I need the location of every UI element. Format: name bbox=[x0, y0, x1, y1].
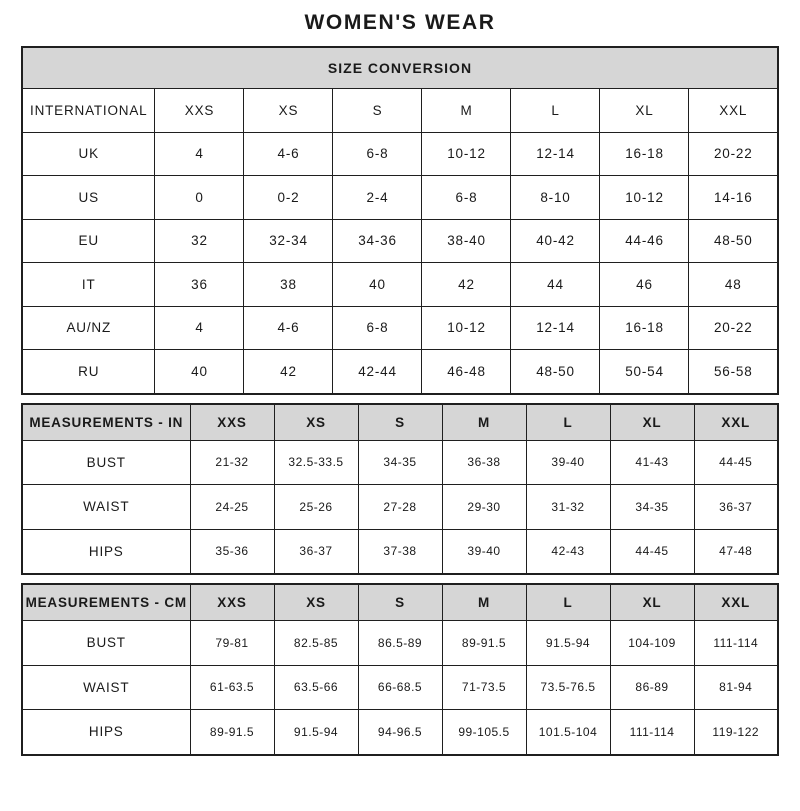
size-column-header: S bbox=[333, 89, 422, 133]
size-value-cell: 42 bbox=[244, 350, 333, 394]
row-label: HIPS bbox=[22, 710, 190, 755]
measurement-value-cell: 34-35 bbox=[358, 440, 442, 485]
size-value-cell: 20-22 bbox=[689, 132, 778, 176]
size-column-header: XS bbox=[244, 89, 333, 133]
measurement-value-cell: 86.5-89 bbox=[358, 621, 442, 666]
measurements-in-table bbox=[21, 403, 779, 576]
table-row bbox=[22, 219, 778, 263]
size-value-cell: 42-44 bbox=[333, 350, 422, 394]
size-value-cell: 12-14 bbox=[511, 132, 600, 176]
size-column-header: L bbox=[526, 584, 610, 621]
row-label: WAIST bbox=[22, 485, 190, 530]
row-label: EU bbox=[22, 219, 155, 263]
row-label: AU/NZ bbox=[22, 306, 155, 350]
row-label: IT bbox=[22, 263, 155, 307]
measurement-value-cell: 89-91.5 bbox=[190, 710, 274, 755]
size-value-cell: 2-4 bbox=[333, 176, 422, 220]
measurement-value-cell: 81-94 bbox=[694, 665, 778, 710]
size-column-header: S bbox=[358, 404, 442, 441]
size-value-cell: 48-50 bbox=[511, 350, 600, 394]
size-value-cell: 4-6 bbox=[244, 132, 333, 176]
standard-column-header: INTERNATIONAL bbox=[22, 89, 155, 133]
size-value-cell: 38-40 bbox=[422, 219, 511, 263]
size-column-header: XXS bbox=[190, 584, 274, 621]
table-row bbox=[22, 710, 778, 755]
measurement-value-cell: 29-30 bbox=[442, 485, 526, 530]
measurement-value-cell: 39-40 bbox=[526, 440, 610, 485]
size-value-cell: 50-54 bbox=[600, 350, 689, 394]
measurement-value-cell: 47-48 bbox=[694, 529, 778, 574]
size-value-cell: 14-16 bbox=[689, 176, 778, 220]
table-row bbox=[22, 440, 778, 485]
measurement-value-cell: 94-96.5 bbox=[358, 710, 442, 755]
size-value-cell: 40-42 bbox=[511, 219, 600, 263]
size-value-cell: 10-12 bbox=[422, 306, 511, 350]
measurement-value-cell: 42-43 bbox=[526, 529, 610, 574]
table-row bbox=[22, 350, 778, 394]
size-column-header: M bbox=[442, 404, 526, 441]
measurement-value-cell: 101.5-104 bbox=[526, 710, 610, 755]
size-value-cell: 20-22 bbox=[689, 306, 778, 350]
size-value-cell: 48-50 bbox=[689, 219, 778, 263]
size-value-cell: 40 bbox=[333, 263, 422, 307]
measurement-value-cell: 66-68.5 bbox=[358, 665, 442, 710]
measurement-value-cell: 119-122 bbox=[694, 710, 778, 755]
size-column-header: XXS bbox=[190, 404, 274, 441]
size-value-cell: 6-8 bbox=[333, 306, 422, 350]
measurement-value-cell: 73.5-76.5 bbox=[526, 665, 610, 710]
table-title: MEASUREMENTS - IN bbox=[22, 404, 190, 441]
measurement-value-cell: 31-32 bbox=[526, 485, 610, 530]
measurement-value-cell: 36-37 bbox=[274, 529, 358, 574]
measurement-value-cell: 82.5-85 bbox=[274, 621, 358, 666]
table-row bbox=[22, 665, 778, 710]
size-value-cell: 4 bbox=[155, 132, 244, 176]
size-column-header: L bbox=[511, 89, 600, 133]
measurement-value-cell: 71-73.5 bbox=[442, 665, 526, 710]
measurement-value-cell: 89-91.5 bbox=[442, 621, 526, 666]
size-value-cell: 8-10 bbox=[511, 176, 600, 220]
table-header-row bbox=[22, 89, 778, 133]
size-value-cell: 4 bbox=[155, 306, 244, 350]
measurement-value-cell: 39-40 bbox=[442, 529, 526, 574]
size-value-cell: 44-46 bbox=[600, 219, 689, 263]
size-value-cell: 12-14 bbox=[511, 306, 600, 350]
table-title-row bbox=[22, 47, 778, 89]
measurement-value-cell: 37-38 bbox=[358, 529, 442, 574]
size-value-cell: 0-2 bbox=[244, 176, 333, 220]
size-value-cell: 42 bbox=[422, 263, 511, 307]
size-value-cell: 36 bbox=[155, 263, 244, 307]
measurement-value-cell: 21-32 bbox=[190, 440, 274, 485]
measurements-cm-table bbox=[21, 583, 779, 756]
size-value-cell: 38 bbox=[244, 263, 333, 307]
size-value-cell: 16-18 bbox=[600, 132, 689, 176]
size-chart-page bbox=[0, 11, 800, 811]
row-label: WAIST bbox=[22, 665, 190, 710]
size-value-cell: 6-8 bbox=[422, 176, 511, 220]
size-value-cell: 44 bbox=[511, 263, 600, 307]
size-column-header: XS bbox=[274, 584, 358, 621]
table-row bbox=[22, 485, 778, 530]
table-row bbox=[22, 176, 778, 220]
measurement-value-cell: 111-114 bbox=[610, 710, 694, 755]
measurement-value-cell: 104-109 bbox=[610, 621, 694, 666]
table-row bbox=[22, 132, 778, 176]
row-label: BUST bbox=[22, 440, 190, 485]
size-column-header: XS bbox=[274, 404, 358, 441]
size-value-cell: 48 bbox=[689, 263, 778, 307]
size-value-cell: 10-12 bbox=[422, 132, 511, 176]
measurement-value-cell: 79-81 bbox=[190, 621, 274, 666]
size-column-header: XXL bbox=[694, 584, 778, 621]
measurement-value-cell: 36-37 bbox=[694, 485, 778, 530]
size-value-cell: 32-34 bbox=[244, 219, 333, 263]
measurement-value-cell: 61-63.5 bbox=[190, 665, 274, 710]
table-row bbox=[22, 621, 778, 666]
table-row bbox=[22, 529, 778, 574]
measurement-value-cell: 41-43 bbox=[610, 440, 694, 485]
size-value-cell: 40 bbox=[155, 350, 244, 394]
measurement-value-cell: 99-105.5 bbox=[442, 710, 526, 755]
size-value-cell: 46-48 bbox=[422, 350, 511, 394]
measurement-value-cell: 24-25 bbox=[190, 485, 274, 530]
size-column-header: XL bbox=[610, 404, 694, 441]
measurement-value-cell: 91.5-94 bbox=[274, 710, 358, 755]
size-column-header: XL bbox=[600, 89, 689, 133]
measurement-value-cell: 44-45 bbox=[694, 440, 778, 485]
table-title: SIZE CONVERSION bbox=[22, 47, 778, 89]
size-value-cell: 10-12 bbox=[600, 176, 689, 220]
size-column-header: S bbox=[358, 584, 442, 621]
size-value-cell: 0 bbox=[155, 176, 244, 220]
measurement-value-cell: 111-114 bbox=[694, 621, 778, 666]
size-value-cell: 6-8 bbox=[333, 132, 422, 176]
size-column-header: XXL bbox=[694, 404, 778, 441]
table-row bbox=[22, 306, 778, 350]
row-label: US bbox=[22, 176, 155, 220]
size-value-cell: 4-6 bbox=[244, 306, 333, 350]
size-value-cell: 34-36 bbox=[333, 219, 422, 263]
measurement-value-cell: 86-89 bbox=[610, 665, 694, 710]
measurement-value-cell: 44-45 bbox=[610, 529, 694, 574]
size-column-header: XXS bbox=[155, 89, 244, 133]
size-value-cell: 32 bbox=[155, 219, 244, 263]
measurement-value-cell: 91.5-94 bbox=[526, 621, 610, 666]
size-column-header: XL bbox=[610, 584, 694, 621]
size-value-cell: 46 bbox=[600, 263, 689, 307]
measurement-value-cell: 35-36 bbox=[190, 529, 274, 574]
row-label: BUST bbox=[22, 621, 190, 666]
measurement-value-cell: 34-35 bbox=[610, 485, 694, 530]
size-conversion-table bbox=[21, 46, 779, 395]
size-column-header: M bbox=[422, 89, 511, 133]
page-title: WOMEN'S WEAR bbox=[304, 11, 496, 34]
size-column-header: XXL bbox=[689, 89, 778, 133]
table-header-row bbox=[22, 404, 778, 441]
measurement-value-cell: 32.5-33.5 bbox=[274, 440, 358, 485]
table-title: MEASUREMENTS - CM bbox=[22, 584, 190, 621]
measurement-value-cell: 63.5-66 bbox=[274, 665, 358, 710]
size-column-header: M bbox=[442, 584, 526, 621]
row-label: RU bbox=[22, 350, 155, 394]
size-column-header: L bbox=[526, 404, 610, 441]
row-label: UK bbox=[22, 132, 155, 176]
row-label: HIPS bbox=[22, 529, 190, 574]
size-value-cell: 16-18 bbox=[600, 306, 689, 350]
table-row bbox=[22, 263, 778, 307]
measurement-value-cell: 36-38 bbox=[442, 440, 526, 485]
measurement-value-cell: 25-26 bbox=[274, 485, 358, 530]
measurement-value-cell: 27-28 bbox=[358, 485, 442, 530]
table-header-row bbox=[22, 584, 778, 621]
size-value-cell: 56-58 bbox=[689, 350, 778, 394]
